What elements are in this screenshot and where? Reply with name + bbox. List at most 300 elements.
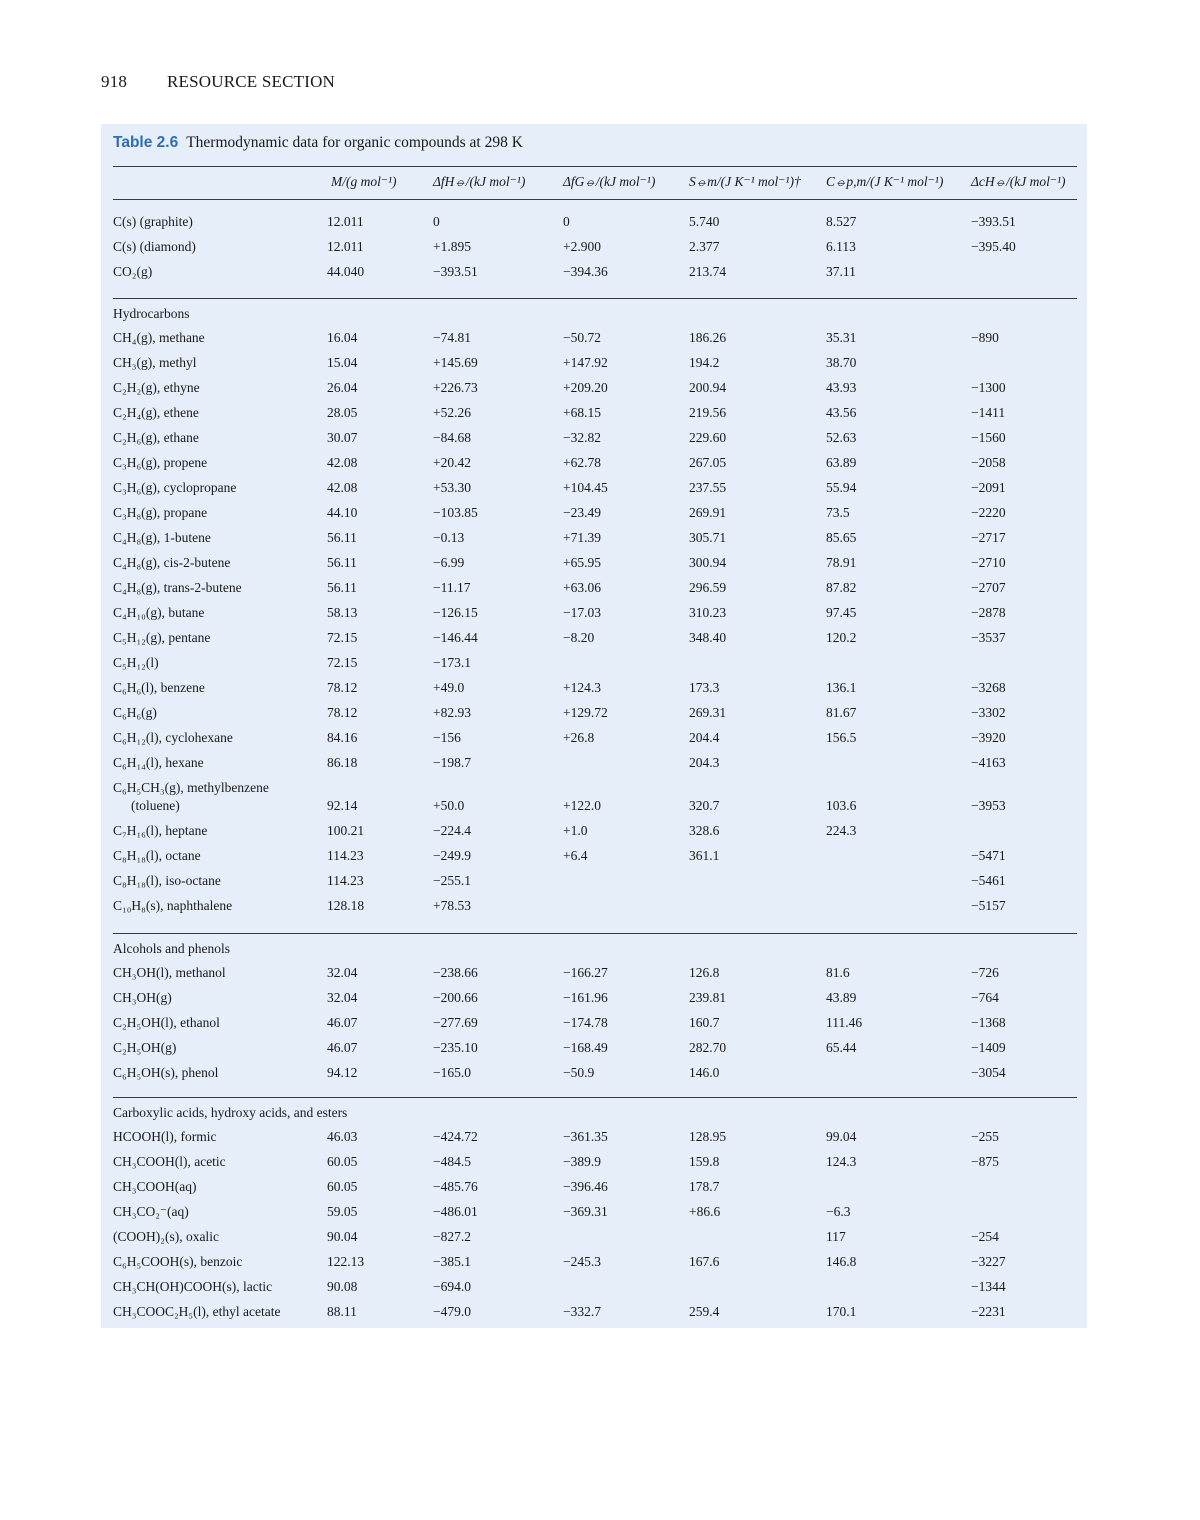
column-header-gibbs-formation: ΔfG⦵/(kJ mol⁻¹) — [563, 174, 656, 189]
cell-gibbs-formation: −332.7 — [563, 1304, 601, 1319]
cell-molar-mass: 46.07 — [327, 1040, 358, 1055]
compound-name: CO₂(g) — [113, 264, 153, 279]
cell-enthalpy-combustion: −1300 — [971, 380, 1006, 395]
cell-gibbs-formation: −166.27 — [563, 965, 608, 980]
cell-enthalpy-combustion: −875 — [971, 1154, 999, 1169]
compound-name: C(s) (graphite) — [113, 214, 193, 229]
cell-enthalpy-formation: −198.7 — [433, 755, 471, 770]
compound-name: C₄H₈(g), 1-butene — [113, 530, 211, 545]
table-row — [101, 330, 1087, 352]
compound-name: CH₃CO₂⁻(aq) — [113, 1204, 189, 1219]
table-row — [101, 898, 1087, 920]
cell-gibbs-formation: +63.06 — [563, 580, 601, 595]
cell-gibbs-formation: +104.45 — [563, 480, 608, 495]
cell-gibbs-formation: +65.95 — [563, 555, 601, 570]
section-heading: Alcohols and phenols — [113, 941, 230, 956]
cell-molar-entropy: 126.8 — [689, 965, 720, 980]
table-row — [101, 480, 1087, 502]
cell-gibbs-formation: −50.9 — [563, 1065, 595, 1080]
compound-name: CH₃COOH(aq) — [113, 1179, 197, 1194]
table-row — [101, 530, 1087, 552]
table-row — [101, 1154, 1087, 1176]
cell-molar-mass: 26.04 — [327, 380, 358, 395]
table-row — [101, 405, 1087, 427]
cell-enthalpy-combustion: −2231 — [971, 1304, 1006, 1319]
compound-name: C₂H₆(g), ethane — [113, 430, 199, 445]
cell-gibbs-formation: −23.49 — [563, 505, 601, 520]
cell-heat-capacity: 87.82 — [826, 580, 857, 595]
table-label: Table 2.6 — [113, 134, 179, 151]
cell-enthalpy-formation: −235.10 — [433, 1040, 478, 1055]
cell-heat-capacity: −6.3 — [826, 1204, 851, 1219]
cell-heat-capacity: 124.3 — [826, 1154, 857, 1169]
cell-enthalpy-formation: −173.1 — [433, 655, 471, 670]
table-row — [101, 239, 1087, 261]
cell-molar-entropy: 173.3 — [689, 680, 720, 695]
compound-name: C₅H₁₂(g), pentane — [113, 630, 211, 645]
compound-name: CH₃COOH(l), acetic — [113, 1154, 226, 1169]
cell-molar-entropy: 348.40 — [689, 630, 727, 645]
cell-gibbs-formation: +147.92 — [563, 355, 608, 370]
cell-heat-capacity: 81.6 — [826, 965, 850, 980]
cell-enthalpy-combustion: −3054 — [971, 1065, 1006, 1080]
cell-molar-mass: 56.11 — [327, 530, 357, 545]
section-rule — [113, 933, 1077, 934]
compound-name: C₈H₁₈(l), octane — [113, 848, 201, 863]
section-heading: Hydrocarbons — [113, 306, 190, 321]
cell-molar-entropy: 296.59 — [689, 580, 727, 595]
cell-gibbs-formation: −389.9 — [563, 1154, 601, 1169]
cell-molar-entropy: 219.56 — [689, 405, 727, 420]
cell-enthalpy-formation: +82.93 — [433, 705, 471, 720]
cell-heat-capacity: 117 — [826, 1229, 846, 1244]
cell-molar-mass: 16.04 — [327, 330, 358, 345]
cell-gibbs-formation: −174.78 — [563, 1015, 608, 1030]
cell-molar-mass: 28.05 — [327, 405, 358, 420]
compound-name: C₈H₁₈(l), iso-octane — [113, 873, 221, 888]
compound-name: C₆H₅OH(s), phenol — [113, 1065, 219, 1080]
cell-heat-capacity: 65.44 — [826, 1040, 857, 1055]
table-row — [101, 214, 1087, 236]
cell-heat-capacity: 224.3 — [826, 823, 857, 838]
table-row — [101, 430, 1087, 452]
column-header-enthalpy-combustion: ΔcH⦵/(kJ mol⁻¹) — [971, 174, 1066, 189]
cell-enthalpy-combustion: −3953 — [971, 798, 1006, 813]
cell-enthalpy-combustion: −2058 — [971, 455, 1006, 470]
table-row — [101, 264, 1087, 286]
cell-enthalpy-formation: −103.85 — [433, 505, 478, 520]
table-row — [101, 1254, 1087, 1276]
cell-molar-entropy: 229.60 — [689, 430, 727, 445]
compound-name: C₃H₈(g), propane — [113, 505, 208, 520]
cell-heat-capacity: 63.89 — [826, 455, 857, 470]
cell-gibbs-formation: +129.72 — [563, 705, 608, 720]
cell-gibbs-formation: −50.72 — [563, 330, 601, 345]
cell-enthalpy-combustion: −5461 — [971, 873, 1006, 888]
cell-molar-mass: 12.011 — [327, 239, 364, 254]
table-row — [101, 605, 1087, 627]
compound-name: CH₃(g), methyl — [113, 355, 197, 370]
table-row — [101, 1040, 1087, 1062]
cell-molar-mass: 90.04 — [327, 1229, 358, 1244]
cell-enthalpy-formation: −385.1 — [433, 1254, 471, 1269]
cell-molar-entropy: 5.740 — [689, 214, 720, 229]
cell-gibbs-formation: −369.31 — [563, 1204, 608, 1219]
cell-enthalpy-formation: −249.9 — [433, 848, 471, 863]
section-heading: Carboxylic acids, hydroxy acids, and esters — [113, 1105, 348, 1120]
cell-molar-entropy: 239.81 — [689, 990, 727, 1005]
cell-enthalpy-formation: −238.66 — [433, 965, 478, 980]
cell-enthalpy-formation: −484.5 — [433, 1154, 471, 1169]
cell-gibbs-formation: −361.35 — [563, 1129, 608, 1144]
cell-gibbs-formation: −32.82 — [563, 430, 601, 445]
cell-enthalpy-formation: −393.51 — [433, 264, 478, 279]
cell-enthalpy-formation: +145.69 — [433, 355, 478, 370]
cell-heat-capacity: 156.5 — [826, 730, 857, 745]
table-row — [101, 873, 1087, 895]
compound-name: C(s) (diamond) — [113, 239, 196, 254]
compound-name: C₄H₁₀(g), butane — [113, 605, 205, 620]
table-row — [101, 380, 1087, 402]
cell-enthalpy-formation: −146.44 — [433, 630, 478, 645]
compound-name: HCOOH(l), formic — [113, 1129, 217, 1144]
table-caption — [113, 134, 523, 152]
cell-molar-mass: 114.23 — [327, 873, 364, 888]
cell-heat-capacity: 43.56 — [826, 405, 857, 420]
cell-molar-entropy: 213.74 — [689, 264, 727, 279]
cell-molar-mass: 30.07 — [327, 430, 358, 445]
cell-enthalpy-formation: −11.17 — [433, 580, 471, 595]
table-row — [101, 705, 1087, 727]
cell-enthalpy-formation: −6.99 — [433, 555, 465, 570]
cell-molar-mass: 90.08 — [327, 1279, 358, 1294]
compound-name: C₆H₆(l), benzene — [113, 680, 205, 695]
compound-name: C₆H₅COOH(s), benzoic — [113, 1254, 243, 1269]
cell-molar-mass: 60.05 — [327, 1179, 358, 1194]
cell-enthalpy-formation: +50.0 — [433, 798, 465, 813]
compound-name: C₂H₄(g), ethene — [113, 405, 199, 420]
cell-molar-mass: 56.11 — [327, 580, 357, 595]
cell-gibbs-formation: +122.0 — [563, 798, 601, 813]
table-row — [101, 990, 1087, 1012]
cell-gibbs-formation: +124.3 — [563, 680, 601, 695]
cell-molar-entropy: 305.71 — [689, 530, 727, 545]
cell-molar-mass: 46.03 — [327, 1129, 358, 1144]
compound-name: CH₃CH(OH)COOH(s), lactic — [113, 1279, 273, 1294]
table-row — [101, 730, 1087, 752]
cell-molar-entropy: 159.8 — [689, 1154, 720, 1169]
cell-heat-capacity: 99.04 — [826, 1129, 857, 1144]
cell-molar-mass: 72.15 — [327, 630, 358, 645]
cell-molar-mass: 78.12 — [327, 705, 358, 720]
cell-gibbs-formation: +62.78 — [563, 455, 601, 470]
cell-enthalpy-combustion: −1409 — [971, 1040, 1006, 1055]
cell-molar-mass: 12.011 — [327, 214, 364, 229]
compound-name: C₄H₈(g), trans-2-butene — [113, 580, 242, 595]
cell-enthalpy-formation: −277.69 — [433, 1015, 478, 1030]
cell-molar-mass: 44.10 — [327, 505, 358, 520]
compound-name: (COOH)₂(s), oxalic — [113, 1229, 219, 1244]
cell-enthalpy-combustion: −3227 — [971, 1254, 1006, 1269]
cell-gibbs-formation: −168.49 — [563, 1040, 608, 1055]
cell-enthalpy-formation: −224.4 — [433, 823, 471, 838]
cell-heat-capacity: 97.45 — [826, 605, 857, 620]
cell-gibbs-formation: −245.3 — [563, 1254, 601, 1269]
cell-molar-mass: 42.08 — [327, 480, 358, 495]
cell-enthalpy-formation: +20.42 — [433, 455, 471, 470]
cell-gibbs-formation: +209.20 — [563, 380, 608, 395]
cell-molar-entropy: 160.7 — [689, 1015, 720, 1030]
table-row — [101, 655, 1087, 677]
cell-enthalpy-formation: −486.01 — [433, 1204, 478, 1219]
cell-enthalpy-formation: +49.0 — [433, 680, 465, 695]
cell-enthalpy-combustion: −1368 — [971, 1015, 1006, 1030]
table-row — [101, 780, 1087, 813]
cell-heat-capacity: 103.6 — [826, 798, 857, 813]
cell-molar-entropy: 361.1 — [689, 848, 720, 863]
cell-heat-capacity: 43.93 — [826, 380, 857, 395]
cell-enthalpy-formation: −84.68 — [433, 430, 471, 445]
table-row — [101, 965, 1087, 987]
cell-enthalpy-formation: −165.0 — [433, 1065, 471, 1080]
cell-heat-capacity: 37.11 — [826, 264, 856, 279]
cell-molar-entropy: 146.0 — [689, 1065, 720, 1080]
cell-molar-entropy: 200.94 — [689, 380, 727, 395]
thermodynamic-data-table — [101, 124, 1087, 1328]
table-row — [101, 823, 1087, 845]
compound-name: C₂H₅OH(l), ethanol — [113, 1015, 220, 1030]
cell-enthalpy-combustion: −2717 — [971, 530, 1006, 545]
cell-enthalpy-formation: +226.73 — [433, 380, 478, 395]
cell-molar-mass: 100.21 — [327, 823, 365, 838]
cell-molar-entropy: 128.95 — [689, 1129, 727, 1144]
cell-enthalpy-formation: −255.1 — [433, 873, 471, 888]
cell-enthalpy-combustion: −1344 — [971, 1279, 1006, 1294]
cell-enthalpy-combustion: −395.40 — [971, 239, 1016, 254]
compound-name: C₆H₆(g) — [113, 705, 157, 720]
cell-enthalpy-combustion: −5157 — [971, 898, 1006, 913]
compound-name: C₂H₅OH(g) — [113, 1040, 177, 1055]
column-header-enthalpy-formation: ΔfH⦵/(kJ mol⁻¹) — [433, 174, 526, 189]
cell-enthalpy-combustion: −2878 — [971, 605, 1006, 620]
compound-name: C₃H₆(g), cyclopropane — [113, 480, 237, 495]
cell-molar-mass: 72.15 — [327, 655, 358, 670]
compound-name: CH₃OH(g) — [113, 990, 172, 1005]
cell-molar-entropy: 194.2 — [689, 355, 720, 370]
cell-enthalpy-combustion: −890 — [971, 330, 999, 345]
cell-molar-mass: 94.12 — [327, 1065, 358, 1080]
cell-molar-entropy: 320.7 — [689, 798, 720, 813]
cell-molar-entropy: +86.6 — [689, 1204, 721, 1219]
cell-gibbs-formation: +1.0 — [563, 823, 588, 838]
compound-name: C₆H₅CH₃(g), methylbenzene — [113, 780, 269, 795]
table-row — [101, 355, 1087, 377]
compound-name: CH₄(g), methane — [113, 330, 205, 345]
cell-molar-mass: 42.08 — [327, 455, 358, 470]
cell-molar-entropy: 204.4 — [689, 730, 720, 745]
cell-molar-mass: 56.11 — [327, 555, 357, 570]
cell-molar-mass: 60.05 — [327, 1154, 358, 1169]
table-row — [101, 580, 1087, 602]
cell-enthalpy-formation: −485.76 — [433, 1179, 478, 1194]
table-row — [101, 1015, 1087, 1037]
cell-molar-mass: 46.07 — [327, 1015, 358, 1030]
cell-gibbs-formation: +71.39 — [563, 530, 601, 545]
compound-name: C₃H₆(g), propene — [113, 455, 208, 470]
cell-enthalpy-combustion: −3268 — [971, 680, 1006, 695]
cell-molar-entropy: 328.6 — [689, 823, 720, 838]
cell-enthalpy-combustion: −2091 — [971, 480, 1006, 495]
table-row — [101, 555, 1087, 577]
cell-molar-mass: 58.13 — [327, 605, 358, 620]
cell-enthalpy-formation: −479.0 — [433, 1304, 471, 1319]
cell-heat-capacity: 85.65 — [826, 530, 857, 545]
cell-molar-mass: 78.12 — [327, 680, 358, 695]
compound-name: C₆H₁₄(l), hexane — [113, 755, 204, 770]
cell-gibbs-formation: +2.900 — [563, 239, 601, 254]
cell-molar-entropy: 2.377 — [689, 239, 720, 254]
cell-gibbs-formation: −396.46 — [563, 1179, 608, 1194]
column-header-molar-entropy: S⦵m/(J K⁻¹ mol⁻¹)† — [689, 174, 801, 189]
cell-enthalpy-formation: −424.72 — [433, 1129, 478, 1144]
cell-heat-capacity: 111.46 — [826, 1015, 863, 1030]
cell-molar-entropy: 282.70 — [689, 1040, 727, 1055]
cell-molar-mass: 84.16 — [327, 730, 358, 745]
section-rule — [113, 298, 1077, 299]
table-row — [101, 848, 1087, 870]
cell-enthalpy-combustion: −764 — [971, 990, 999, 1005]
table-row — [101, 755, 1087, 777]
cell-molar-entropy: 167.6 — [689, 1254, 720, 1269]
header-rule — [113, 199, 1077, 200]
column-header-heat-capacity: C⦵p,m/(J K⁻¹ mol⁻¹) — [826, 174, 944, 189]
cell-molar-entropy: 204.3 — [689, 755, 720, 770]
cell-molar-mass: 59.05 — [327, 1204, 358, 1219]
cell-gibbs-formation: −8.20 — [563, 630, 595, 645]
table-row — [101, 455, 1087, 477]
cell-molar-entropy: 267.05 — [689, 455, 727, 470]
cell-heat-capacity: 81.67 — [826, 705, 857, 720]
cell-enthalpy-combustion: −2220 — [971, 505, 1006, 520]
cell-enthalpy-combustion: −726 — [971, 965, 999, 980]
compound-name: CH₃COOC₂H₅(l), ethyl acetate — [113, 1304, 281, 1319]
cell-molar-entropy: 300.94 — [689, 555, 727, 570]
cell-heat-capacity: 55.94 — [826, 480, 857, 495]
table-row — [101, 1279, 1087, 1301]
cell-enthalpy-formation: −200.66 — [433, 990, 478, 1005]
cell-enthalpy-combustion: −1411 — [971, 405, 1006, 420]
cell-molar-mass: 32.04 — [327, 965, 358, 980]
cell-enthalpy-combustion: −255 — [971, 1129, 999, 1144]
running-section-title: RESOURCE SECTION — [167, 72, 336, 91]
compound-name: C₁₀H₈(s), naphthalene — [113, 898, 233, 913]
cell-enthalpy-combustion: −2707 — [971, 580, 1006, 595]
cell-heat-capacity: 38.70 — [826, 355, 857, 370]
cell-molar-entropy: 310.23 — [689, 605, 727, 620]
cell-enthalpy-combustion: −3537 — [971, 630, 1006, 645]
top-rule — [113, 166, 1077, 167]
column-header-molar-mass: M/(g mol⁻¹) — [331, 174, 397, 189]
cell-gibbs-formation: +26.8 — [563, 730, 595, 745]
cell-enthalpy-formation: 0 — [433, 214, 440, 229]
cell-molar-entropy: 186.26 — [689, 330, 727, 345]
table-row — [101, 1129, 1087, 1151]
cell-enthalpy-formation: −74.81 — [433, 330, 471, 345]
cell-gibbs-formation: −394.36 — [563, 264, 608, 279]
cell-molar-mass: 122.13 — [327, 1254, 365, 1269]
cell-gibbs-formation: −17.03 — [563, 605, 601, 620]
cell-molar-mass: 15.04 — [327, 355, 358, 370]
cell-gibbs-formation: +6.4 — [563, 848, 588, 863]
cell-enthalpy-combustion: −254 — [971, 1229, 999, 1244]
cell-heat-capacity: 136.1 — [826, 680, 857, 695]
cell-enthalpy-combustion: −2710 — [971, 555, 1006, 570]
cell-enthalpy-formation: +1.895 — [433, 239, 471, 254]
cell-heat-capacity: 43.89 — [826, 990, 857, 1005]
cell-enthalpy-combustion: −1560 — [971, 430, 1006, 445]
cell-enthalpy-combustion: −4163 — [971, 755, 1006, 770]
cell-molar-entropy: 269.91 — [689, 505, 727, 520]
table-row — [101, 1179, 1087, 1201]
cell-molar-entropy: 237.55 — [689, 480, 727, 495]
cell-enthalpy-combustion: −3302 — [971, 705, 1006, 720]
compound-name: C₅H₁₂(l) — [113, 655, 159, 670]
cell-heat-capacity: 35.31 — [826, 330, 857, 345]
cell-heat-capacity: 78.91 — [826, 555, 857, 570]
cell-enthalpy-combustion: −393.51 — [971, 214, 1016, 229]
page-number: 918 — [101, 72, 128, 91]
compound-name: C₄H₈(g), cis-2-butene — [113, 555, 231, 570]
table-row — [101, 1229, 1087, 1251]
cell-molar-entropy: 259.4 — [689, 1304, 720, 1319]
page-header — [101, 72, 335, 92]
cell-enthalpy-formation: +52.26 — [433, 405, 471, 420]
cell-molar-mass: 128.18 — [327, 898, 365, 913]
cell-heat-capacity: 146.8 — [826, 1254, 857, 1269]
cell-molar-mass: 32.04 — [327, 990, 358, 1005]
cell-molar-mass: 92.14 — [327, 798, 358, 813]
compound-name: C₆H₁₂(l), cyclohexane — [113, 730, 233, 745]
cell-enthalpy-formation: −827.2 — [433, 1229, 471, 1244]
table-row — [101, 1065, 1087, 1087]
cell-heat-capacity: 120.2 — [826, 630, 857, 645]
compound-name: C₂H₂(g), ethyne — [113, 380, 200, 395]
cell-enthalpy-combustion: −5471 — [971, 848, 1006, 863]
cell-enthalpy-formation: −0.13 — [433, 530, 465, 545]
compound-name: CH₃OH(l), methanol — [113, 965, 226, 980]
cell-molar-mass: 44.040 — [327, 264, 365, 279]
cell-molar-mass: 86.18 — [327, 755, 358, 770]
cell-gibbs-formation: 0 — [563, 214, 570, 229]
cell-heat-capacity: 52.63 — [826, 430, 857, 445]
cell-enthalpy-formation: −156 — [433, 730, 461, 745]
cell-enthalpy-formation: −694.0 — [433, 1279, 471, 1294]
cell-enthalpy-combustion: −3920 — [971, 730, 1006, 745]
table-row — [101, 630, 1087, 652]
cell-enthalpy-formation: +78.53 — [433, 898, 471, 913]
cell-molar-mass: 114.23 — [327, 848, 364, 863]
cell-molar-mass: 88.11 — [327, 1304, 357, 1319]
table-row — [101, 1304, 1087, 1326]
cell-heat-capacity: 73.5 — [826, 505, 850, 520]
cell-heat-capacity: 6.113 — [826, 239, 856, 254]
table-title: Thermodynamic data for organic compounds at 298 K — [186, 134, 523, 151]
cell-molar-entropy: 178.7 — [689, 1179, 720, 1194]
cell-molar-entropy: 269.31 — [689, 705, 727, 720]
table-row — [101, 680, 1087, 702]
cell-gibbs-formation: −161.96 — [563, 990, 608, 1005]
cell-heat-capacity: 170.1 — [826, 1304, 857, 1319]
